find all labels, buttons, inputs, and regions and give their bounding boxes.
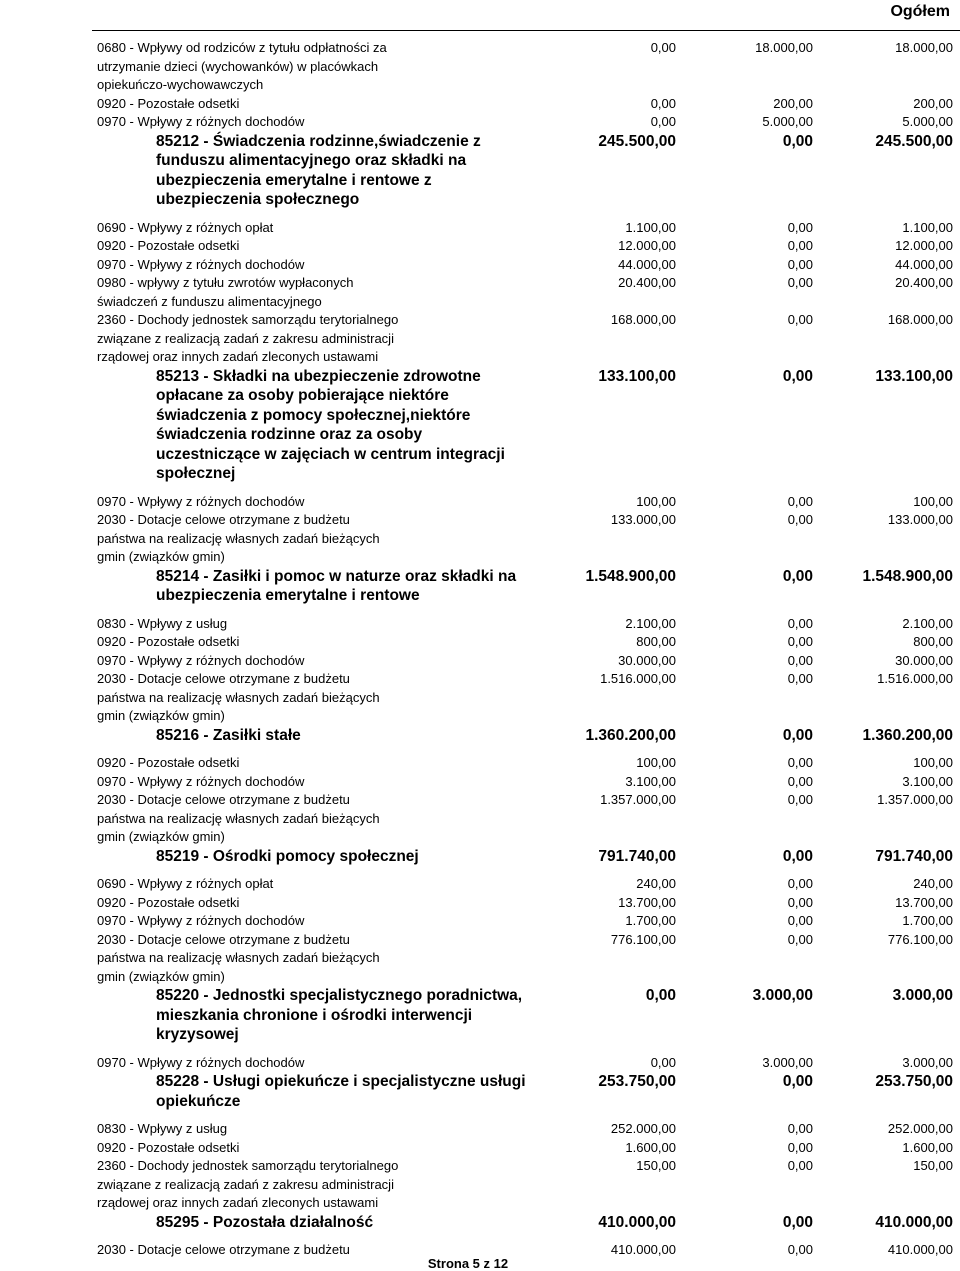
row-label: 0970 - Wpływy z różnych dochodów xyxy=(97,913,305,928)
plan-value: 1.516.000,00 xyxy=(600,671,676,686)
table-row xyxy=(0,894,960,913)
change-value: 18.000,00 xyxy=(755,40,813,55)
plan-value: 133.100,00 xyxy=(598,367,676,385)
table-row xyxy=(0,274,960,311)
row-label: 0970 - Wpływy z różnych dochodów xyxy=(97,493,305,509)
column-header-total: Ogółem xyxy=(890,3,950,20)
change-value: 0,00 xyxy=(782,726,813,744)
total-value: 30.000,00 xyxy=(895,652,953,668)
plan-value: 410.000,00 xyxy=(610,1242,676,1257)
total-value: 1.600,00 xyxy=(902,1139,953,1155)
plan-value: 13.700,00 xyxy=(618,894,676,910)
total-value: 240,00 xyxy=(913,876,953,891)
row-label: 0970 - Wpływy z różnych dochodów xyxy=(97,256,305,272)
change-value: 0,00 xyxy=(787,652,813,668)
table-row xyxy=(0,39,960,95)
plan-value: 0,00 xyxy=(650,40,676,55)
table-row xyxy=(0,311,960,367)
section-label: 85220 - Jednostki specjalistycznego poradnictwa, mieszkania chronione i ośrodki interwencji kryzysowej xyxy=(156,987,523,1043)
change-value: 0,00 xyxy=(787,876,813,891)
plan-value: 0,00 xyxy=(650,95,676,111)
plan-value: 168.000,00 xyxy=(610,312,676,327)
change-value: 0,00 xyxy=(787,238,813,253)
section-label: 85228 - Usługi opiekuńcze i specjalistyczne usługi opiekuńcze xyxy=(156,1073,526,1110)
plan-value: 20.400,00 xyxy=(618,275,676,290)
section-label: 85295 - Pozostała działalność xyxy=(156,1213,374,1231)
table-row xyxy=(0,256,960,275)
plan-value: 2.100,00 xyxy=(625,615,676,631)
row-label: 0920 - Pozostałe odsetki xyxy=(97,634,240,649)
total-value: 3.100,00 xyxy=(902,773,953,789)
total-value: 800,00 xyxy=(913,634,953,649)
section-label: 85219 - Ośrodki pomocy społecznej xyxy=(156,847,419,865)
budget-table xyxy=(0,39,960,1260)
total-value: 776.100,00 xyxy=(887,931,953,947)
table-row xyxy=(0,773,960,792)
plan-value: 100,00 xyxy=(636,755,676,770)
table-row xyxy=(0,237,960,256)
row-label: 0920 - Pozostałe odsetki xyxy=(97,95,240,111)
total-value: 18.000,00 xyxy=(895,40,953,55)
total-value: 20.400,00 xyxy=(895,275,953,290)
change-value: 0,00 xyxy=(787,1139,813,1155)
plan-value: 1.100,00 xyxy=(625,219,676,235)
change-value: 0,00 xyxy=(787,755,813,770)
total-value: 252.000,00 xyxy=(887,1121,953,1136)
table-row xyxy=(0,113,960,132)
total-value: 3.000,00 xyxy=(902,1054,953,1070)
total-value: 100,00 xyxy=(913,755,953,770)
row-label: 0920 - Pozostałe odsetki xyxy=(97,755,240,770)
change-value: 0,00 xyxy=(787,1121,813,1136)
change-value: 0,00 xyxy=(787,1158,813,1173)
total-value: 245.500,00 xyxy=(875,132,953,150)
change-value: 0,00 xyxy=(787,219,813,235)
plan-value: 3.100,00 xyxy=(625,773,676,789)
table-row xyxy=(0,754,960,773)
total-value: 1.360.200,00 xyxy=(862,726,953,744)
plan-value: 150,00 xyxy=(636,1158,676,1173)
section-row xyxy=(0,1072,960,1111)
change-value: 0,00 xyxy=(787,634,813,649)
change-value: 0,00 xyxy=(787,792,813,807)
total-value: 133.100,00 xyxy=(875,367,953,385)
total-value: 2.100,00 xyxy=(902,615,953,631)
row-label: 0690 - Wpływy z różnych opłat xyxy=(97,876,274,891)
table-row xyxy=(0,95,960,114)
section-row xyxy=(0,367,960,484)
total-value: 253.750,00 xyxy=(875,1073,953,1090)
row-label: 0970 - Wpływy z różnych dochodów xyxy=(97,773,305,789)
table-row xyxy=(0,511,960,567)
total-value: 3.000,00 xyxy=(892,987,953,1004)
plan-value: 30.000,00 xyxy=(618,652,676,668)
table-row xyxy=(0,931,960,987)
change-value: 0,00 xyxy=(782,367,813,385)
total-value: 100,00 xyxy=(913,493,953,509)
change-value: 3.000,00 xyxy=(762,1054,813,1070)
total-value: 133.000,00 xyxy=(887,512,953,527)
plan-value: 133.000,00 xyxy=(610,512,676,527)
plan-value: 791.740,00 xyxy=(598,847,676,865)
plan-value: 0,00 xyxy=(650,1054,676,1070)
row-label: 0830 - Wpływy z usług xyxy=(97,1121,228,1136)
table-row xyxy=(0,1139,960,1158)
table-row xyxy=(0,670,960,726)
total-value: 168.000,00 xyxy=(887,312,953,327)
plan-value: 44.000,00 xyxy=(618,256,676,272)
plan-value: 1.600,00 xyxy=(625,1139,676,1155)
table-row xyxy=(0,615,960,634)
total-value: 44.000,00 xyxy=(895,256,953,272)
table-row xyxy=(0,633,960,652)
plan-value: 252.000,00 xyxy=(610,1121,676,1136)
row-label: 2030 - Dotacje celowe otrzymane z budżetu państwa na realizację własnych zadań bieżących gmin (związków gmin) xyxy=(97,931,380,984)
change-value: 0,00 xyxy=(787,256,813,272)
section-row xyxy=(0,567,960,606)
table-row xyxy=(0,875,960,894)
header-divider xyxy=(92,30,960,31)
row-label: 0920 - Pozostałe odsetki xyxy=(97,894,240,910)
change-value: 0,00 xyxy=(787,671,813,686)
row-label: 2030 - Dotacje celowe otrzymane z budżetu xyxy=(97,1242,350,1257)
plan-value: 776.100,00 xyxy=(610,931,676,947)
total-value: 150,00 xyxy=(913,1158,953,1173)
table-row xyxy=(0,219,960,238)
row-label: 0830 - Wpływy z usług xyxy=(97,615,228,631)
change-value: 0,00 xyxy=(787,913,813,928)
change-value: 0,00 xyxy=(782,132,813,150)
plan-value: 1.700,00 xyxy=(625,913,676,928)
table-row xyxy=(0,1157,960,1213)
plan-value: 245.500,00 xyxy=(598,132,676,150)
row-label: 0680 - Wpływy od rodziców z tytułu odpłatności za utrzymanie dzieci (wychowanków) w placówkach opiekuńczo-wychowawczych xyxy=(97,40,387,92)
row-label: 2030 - Dotacje celowe otrzymane z budżetu państwa na realizację własnych zadań bieżących gmin (związków gmin) xyxy=(97,792,380,844)
section-label: 85214 - Zasiłki i pomoc w naturze oraz składki na ubezpieczenia emerytalne i rentowe xyxy=(156,567,517,604)
row-label: 0970 - Wpływy z różnych dochodów xyxy=(97,114,305,129)
page-number: Strona 5 z 12 xyxy=(427,1256,509,1271)
table-row xyxy=(0,912,960,931)
change-value: 0,00 xyxy=(782,567,813,585)
plan-value: 1.548.900,00 xyxy=(585,567,676,585)
plan-value: 0,00 xyxy=(645,987,676,1004)
row-label: 2360 - Dochody jednostek samorządu terytorialnego związane z realizacją zadań z zakresu administracji rządowej oraz innych zadań zleconych ustawami xyxy=(97,1158,399,1210)
change-value: 0,00 xyxy=(782,1073,813,1090)
row-label: 0920 - Pozostałe odsetki xyxy=(97,1139,240,1155)
table-row xyxy=(0,652,960,671)
section-label: 85212 - Świadczenia rodzinne,świadczenie z funduszu alimentacyjnego oraz składki na ubezpieczenia emerytalne i rentowe z ubezpieczenia społecznego xyxy=(156,132,481,208)
change-value: 0,00 xyxy=(782,847,813,865)
plan-value: 1.357.000,00 xyxy=(600,792,676,807)
change-value: 0,00 xyxy=(787,894,813,910)
plan-value: 100,00 xyxy=(636,493,676,509)
table-row xyxy=(0,791,960,847)
change-value: 0,00 xyxy=(787,493,813,509)
row-label: 0920 - Pozostałe odsetki xyxy=(97,238,240,253)
plan-value: 410.000,00 xyxy=(598,1213,676,1231)
row-label: 2360 - Dochody jednostek samorządu terytorialnego związane z realizacją zadań z zakresu administracji rządowej oraz innych zadań zleconych ustawami xyxy=(97,312,399,364)
total-value: 1.700,00 xyxy=(902,913,953,928)
row-label: 0690 - Wpływy z różnych opłat xyxy=(97,219,274,235)
section-label: 85213 - Składki na ubezpieczenie zdrowotne opłacane za osoby pobierające niektóre świadczenia z pomocy społecznej,niektóre świadczenia rodzinne oraz za osoby uczestniczące w zajęciach w centrum integracji społecznej xyxy=(156,367,505,482)
total-value: 1.516.000,00 xyxy=(877,671,953,686)
row-label: 2030 - Dotacje celowe otrzymane z budżetu państwa na realizację własnych zadań bieżących gmin (związków gmin) xyxy=(97,671,380,723)
total-value: 791.740,00 xyxy=(875,847,953,865)
plan-value: 0,00 xyxy=(650,114,676,129)
section-row xyxy=(0,1213,960,1233)
change-value: 0,00 xyxy=(782,1213,813,1231)
change-value: 200,00 xyxy=(773,95,813,111)
section-row xyxy=(0,726,960,746)
total-value: 5.000,00 xyxy=(902,114,953,129)
change-value: 5.000,00 xyxy=(762,114,813,129)
plan-value: 240,00 xyxy=(636,876,676,891)
change-value: 0,00 xyxy=(787,1242,813,1257)
change-value: 0,00 xyxy=(787,312,813,327)
section-row xyxy=(0,986,960,1045)
total-value: 200,00 xyxy=(913,95,953,111)
plan-value: 253.750,00 xyxy=(598,1073,676,1090)
total-value: 1.357.000,00 xyxy=(877,792,953,807)
table-row xyxy=(0,493,960,512)
total-value: 1.100,00 xyxy=(902,219,953,235)
total-value: 12.000,00 xyxy=(895,238,953,253)
row-label: 2030 - Dotacje celowe otrzymane z budżetu państwa na realizację własnych zadań bieżących gmin (związków gmin) xyxy=(97,512,380,564)
change-value: 0,00 xyxy=(787,275,813,290)
total-value: 410.000,00 xyxy=(875,1213,953,1231)
section-row xyxy=(0,132,960,210)
total-value: 410.000,00 xyxy=(887,1242,953,1257)
plan-value: 800,00 xyxy=(636,634,676,649)
change-value: 0,00 xyxy=(787,512,813,527)
total-value: 1.548.900,00 xyxy=(862,567,953,585)
plan-value: 12.000,00 xyxy=(618,238,676,253)
row-label: 0980 - wpływy z tytułu zwrotów wypłaconych świadczeń z funduszu alimentacyjnego xyxy=(97,275,354,309)
plan-value: 1.360.200,00 xyxy=(585,726,676,744)
table-row xyxy=(0,1054,960,1073)
row-label: 0970 - Wpływy z różnych dochodów xyxy=(97,1054,305,1070)
total-value: 13.700,00 xyxy=(895,894,953,910)
row-label: 0970 - Wpływy z różnych dochodów xyxy=(97,652,305,668)
change-value: 0,00 xyxy=(787,931,813,947)
change-value: 3.000,00 xyxy=(752,987,813,1004)
section-row xyxy=(0,847,960,867)
change-value: 0,00 xyxy=(787,773,813,789)
section-label: 85216 - Zasiłki stałe xyxy=(156,726,301,744)
change-value: 0,00 xyxy=(787,615,813,631)
table-row xyxy=(0,1120,960,1139)
